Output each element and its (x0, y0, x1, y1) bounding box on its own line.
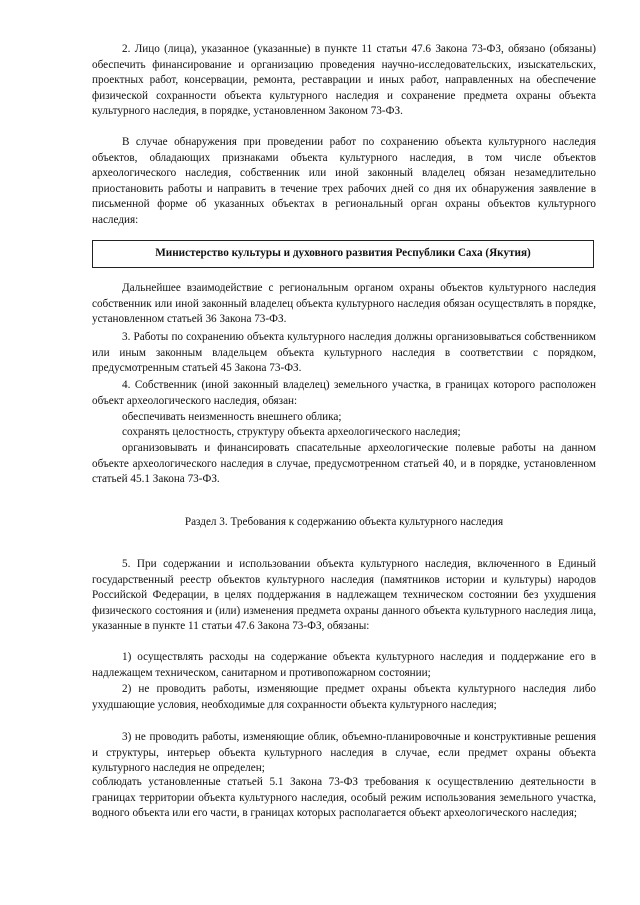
requirement-2: 2) не проводить работы, изменяющие предмет охраны объекта культурного наследия либо ухудшающие условия, необходимые для сохранности объекта культурного наследия; (92, 683, 596, 711)
requirement-1: 1) осуществлять расходы на содержание объекта культурного наследия и поддержание его в надлежащем техническом, санитарном и противопожарном состоянии; (92, 651, 596, 679)
paragraph-5: 5. При содержании и использовании объекта культурного наследия, включенного в Единый государственный реестр объектов культурного наследия (памятников истории и культуры) народов Российской Федерации, в целях поддержания в надлежащем техническом состоянии без ухудшения физического состояния и (или) изменения предмета охраны данного объекта культурного наследия лица, указанные в пункте 11 статьи 47.6 Закона 73-ФЗ, обязаны: (92, 558, 596, 633)
section-heading: Раздел 3. Требования к содержанию объекта культурного наследия (184, 516, 504, 528)
obligation-item-2: сохранять целостность, структуру объекта археологического наследия; (122, 426, 461, 438)
authority-box (92, 240, 594, 268)
paragraph-discovery: В случае обнаружения при проведении работ по сохранению объекта культурного наследия объектов, обладающих признаками объекта культурного наследия, в том числе объектов археологического наследия, собственник или иной законный владелец обязан незамедлительно приостановить работы и направить в течение трех рабочих дней со дня их обнаружения заявление в письменной форме об указанных объектах в региональный орган охраны объектов культурного наследия: (92, 136, 596, 226)
authority-name: Министерство культуры и духовного развития Республики Саха (Якутия) (155, 247, 531, 260)
paragraph-4: 4. Собственник (иной законный владелец) земельного участка, в границах которого расположен объект археологического наследия, обязан: (92, 379, 596, 407)
requirement-3: 3) не проводить работы, изменяющие облик, объемно-планировочные и конструктивные решения и структуры, интерьер объекта культурного наследия в случае, если предмет охраны объекта культурного наследия не определен; (92, 731, 596, 775)
obligation-item-1: обеспечивать неизменность внешнего облика; (122, 411, 342, 423)
paragraph-3: 3. Работы по сохранению объекта культурного наследия должны организовываться собственником или иным законным владельцем объекта культурного наследия в соответствии с порядком, предусмотренным статьей 45 Закона 73-ФЗ. (92, 331, 596, 375)
paragraph-2: 2. Лицо (лица), указанное (указанные) в пункте 11 статьи 47.6 Закона 73-ФЗ, обязано (обязаны) обеспечить финансирование и организацию проведения научно-исследовательских, изыскательских, проектных работ, консервации, ремонта, реставрации и иных работ, направленных на обеспечение физической сохранности объекта культурного наследия и сохранение предмета охраны объекта культурного наследия, в порядке, установленном Законом 73-ФЗ. (92, 43, 596, 118)
obligation-item-3: организовывать и финансировать спасательные археологические полевые работы на данном объекте археологического наследия в случае, предусмотренном статьей 40, и в порядке, установленном статьей 45.1 Закона 73-ФЗ. (92, 442, 596, 486)
paragraph-interaction: Дальнейшее взаимодействие с региональным органом охраны объектов культурного наследия собственник или иной законный владелец объекта культурного наследия обязан осуществлять в порядке, установленном статьей 36 Закона 73-ФЗ. (92, 282, 596, 326)
requirement-territory: соблюдать установленные статьей 5.1 Закона 73-ФЗ требования к осуществлению деятельности в границах территории объекта культурного наследия, особый режим использования земельного участка, водного объекта или его части, в границах которых располагается объект археологического наследия; (92, 776, 596, 820)
